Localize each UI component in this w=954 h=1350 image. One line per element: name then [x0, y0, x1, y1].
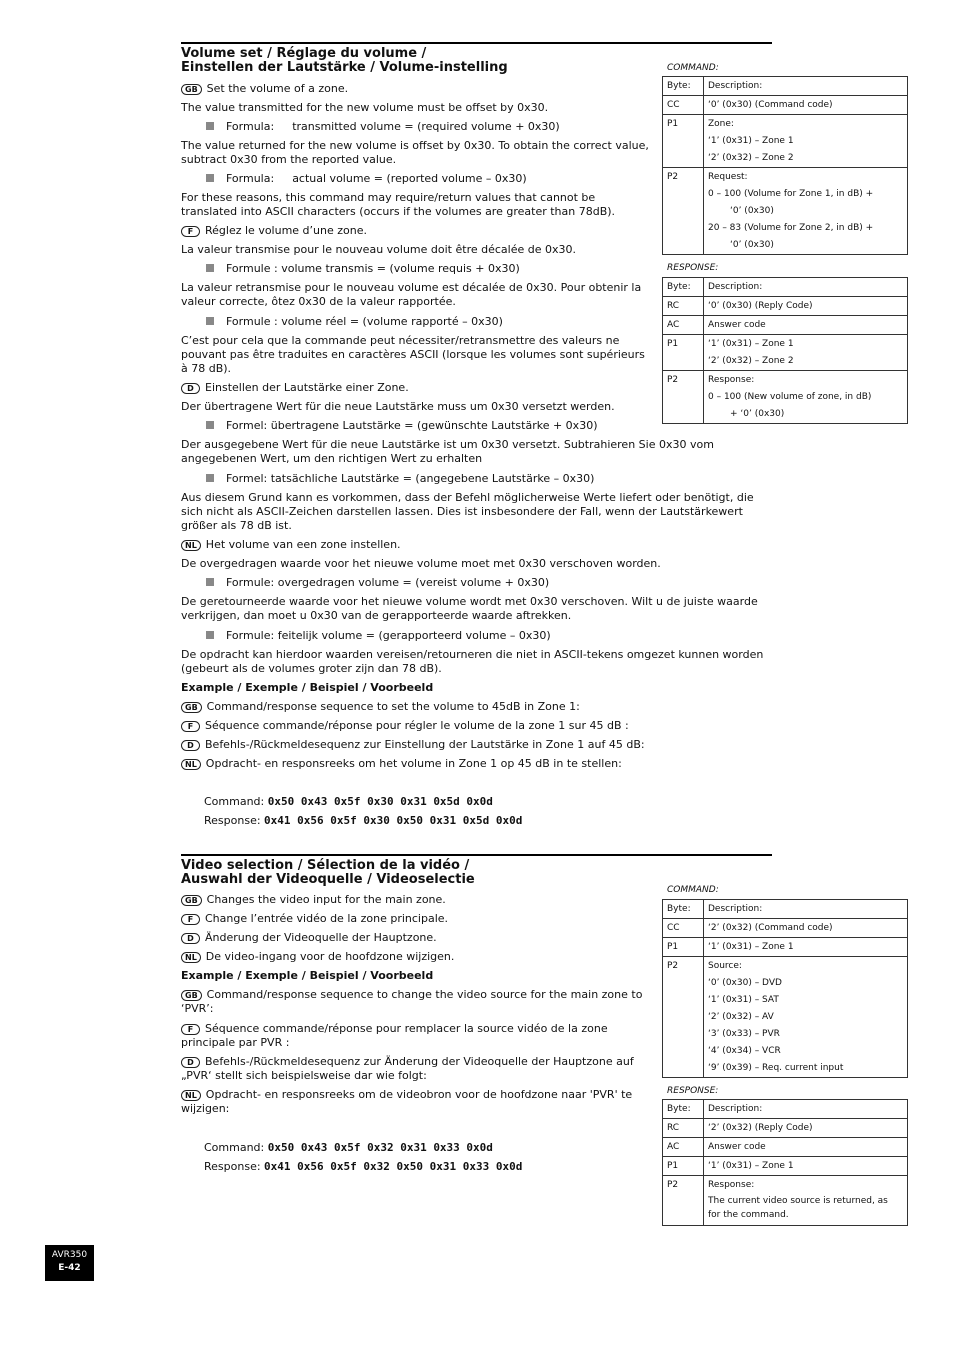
table-row	[663, 1157, 908, 1176]
nl-intro	[181, 538, 773, 552]
nl-flag-icon: NL	[181, 952, 201, 963]
d-flag-icon: D	[181, 740, 200, 751]
d-flag-icon: D	[181, 933, 200, 944]
cell-line: ‘3’ (0x33) – PVR	[708, 1029, 780, 1039]
text: Séquence commande/réponse pour remplacer la source vidéo de la zone principale par PVR :	[181, 1022, 608, 1049]
table-cell: P2	[663, 1176, 704, 1226]
nl-flag-icon: NL	[181, 759, 201, 770]
table-row	[663, 1100, 908, 1119]
response-label: Response:	[204, 1160, 261, 1173]
text: Command/response sequence to change the video source for the main zone to ‘PVR’:	[181, 988, 643, 1015]
f-intro	[181, 224, 651, 238]
text: Opdracht- en responsreeks om het volume in Zone 1 op 45 dB in te stellen:	[205, 757, 622, 770]
formula: Formule: overgedragen volume = (vereist volume + 0x30)	[226, 576, 550, 589]
table-header: Description:	[704, 900, 908, 919]
text: Set the volume of a zone.	[206, 82, 349, 95]
text: Einstellen der Lautstärke einer Zone.	[205, 381, 409, 394]
paragraph: The value transmitted for the new volume must be offset by 0x30.	[181, 101, 549, 114]
formula-label: Formula:	[226, 172, 275, 185]
cell-line: ‘2’ (0x32) – Zone 2	[708, 153, 794, 163]
example-d	[181, 738, 773, 752]
cell-line: ‘0’ (0x30)	[730, 240, 774, 250]
table-cell	[704, 371, 908, 424]
table-cell	[704, 115, 908, 168]
title-line: Einstellen der Lautstärke / Volume-instelling	[181, 60, 508, 75]
table-cell: P2	[663, 371, 704, 424]
response-table-label: RESPONSE:	[667, 263, 719, 273]
paragraph: For these reasons, this command may require/return values that cannot be translated into ASCII characters (occurs if the volumes are greater than 78dB).	[181, 191, 616, 218]
gb-flag-icon: GB	[181, 702, 202, 713]
gb-flag-icon: GB	[181, 990, 202, 1001]
formula: Formule : volume transmis = (volume requis + 0x30)	[226, 262, 520, 275]
command-line	[204, 795, 493, 809]
command-label: Command:	[204, 1141, 265, 1154]
table-cell	[704, 335, 908, 371]
cell-line: ‘9’ (0x39) – Req. current input	[708, 1063, 844, 1073]
example-d	[181, 1055, 651, 1083]
f-intro	[181, 912, 651, 926]
table-cell: AC	[663, 316, 704, 335]
gb-flag-icon: GB	[181, 895, 202, 906]
command-table-label: COMMAND:	[667, 63, 719, 73]
table-header: Byte:	[663, 278, 704, 297]
bullet-icon	[206, 122, 214, 130]
paragraph: La valeur transmise pour le nouveau volume doit être décalée de 0x30.	[181, 243, 576, 256]
table-cell: P1	[663, 1157, 704, 1176]
table-cell: Answer code	[704, 316, 908, 335]
title-line: Volume set / Réglage du volume /	[181, 46, 427, 61]
cell-line: Response:	[708, 1180, 755, 1190]
text: Befehls-/Rückmeldesequenz zur Änderung der Videoquelle der Hauptzone auf „PVR‘ stellt sich beispielsweise dar wie folgt:	[181, 1055, 634, 1082]
command-table-label: COMMAND:	[667, 885, 719, 895]
table-cell: CC	[663, 96, 704, 115]
f-flag-icon: F	[181, 1024, 200, 1035]
title-line: Auswahl der Videoquelle / Videoselectie	[181, 872, 475, 887]
table-header: Description:	[704, 278, 908, 297]
cell-line: ‘1’ (0x31) – Zone 1	[708, 339, 794, 349]
text: Réglez le volume d’une zone.	[205, 224, 367, 237]
response-table	[662, 1099, 908, 1226]
cell-line: + ‘0’ (0x30)	[730, 409, 785, 419]
text: Séquence commande/réponse pour régler le volume de la zone 1 sur 45 dB :	[205, 719, 629, 732]
bullet-icon	[206, 631, 214, 639]
paragraph: Der ausgegebene Wert für die neue Lautstärke ist um 0x30 versetzt. Subtrahieren Sie 0x30 vom angegebenen Wert, um den richtigen Wert zu erhalten	[181, 438, 714, 465]
table-cell: ‘1’ (0x31) – Zone 1	[704, 938, 908, 957]
table-cell: P1	[663, 938, 704, 957]
command-table	[662, 899, 908, 1078]
table-row	[663, 371, 908, 424]
text: Het volume van een zone instellen.	[205, 538, 401, 551]
cell-line: The current video source is returned, as for the command.	[708, 1196, 888, 1220]
cell-line: ‘1’ (0x31) – SAT	[708, 995, 779, 1005]
table-header: Byte:	[663, 900, 704, 919]
table-row	[663, 900, 908, 919]
table-row	[663, 96, 908, 115]
table-cell: ‘2’ (0x32) (Command code)	[704, 919, 908, 938]
example-f	[181, 719, 773, 733]
formula: Formel: übertragene Lautstärke = (gewünschte Lautstärke + 0x30)	[226, 419, 598, 432]
example-f	[181, 1022, 651, 1050]
table-cell: ‘1’ (0x31) – Zone 1	[704, 1157, 908, 1176]
command-table	[662, 76, 908, 255]
bullet-icon	[206, 578, 214, 586]
paragraph: De geretourneerde waarde voor het nieuwe volume wordt met 0x30 verschoven. Wilt u de juiste waarde verkrijgen, dan moet u 0x30 van de gerapporteerde waarde aftrekken.	[181, 595, 758, 622]
cell-line: ‘0’ (0x30)	[730, 206, 774, 216]
table-cell	[704, 957, 908, 1078]
paragraph: The value returned for the new volume is offset by 0x30. To obtain the correct value, subtract 0x30 from the reported value.	[181, 139, 649, 166]
formula-item	[206, 472, 766, 486]
cell-line: 0 – 100 (New volume of zone, in dB)	[708, 392, 872, 402]
cell-line: Source:	[708, 961, 742, 971]
table-row	[663, 316, 908, 335]
formula: Formel: tatsächliche Lautstärke = (angegebene Lautstärke – 0x30)	[226, 472, 595, 485]
table-cell: P2	[663, 168, 704, 255]
table-row	[663, 115, 908, 168]
nl-intro	[181, 950, 651, 964]
table-header: Byte:	[663, 77, 704, 96]
example-gb	[181, 700, 773, 714]
nl-flag-icon: NL	[181, 540, 201, 551]
formula: transmitted volume = (required volume + 0x30)	[292, 120, 560, 133]
formula-item	[206, 576, 766, 590]
bullet-icon	[206, 264, 214, 272]
text: Command/response sequence to set the volume to 45dB in Zone 1:	[206, 700, 580, 713]
command-code: 0x50 0x43 0x5f 0x30 0x31 0x5d 0x0d	[267, 795, 493, 808]
paragraph: Der übertragene Wert für die neue Lautstärke muss um 0x30 versetzt werden.	[181, 400, 615, 413]
page-number: E-42	[58, 1263, 81, 1273]
cell-line: Response:	[708, 375, 755, 385]
formula: actual volume = (reported volume – 0x30)	[292, 172, 527, 185]
table-row	[663, 335, 908, 371]
table-row	[663, 1119, 908, 1138]
example-nl	[181, 757, 773, 771]
paragraph: La valeur retransmise pour le nouveau volume est décalée de 0x30. Pour obtenir la valeur correcte, ôtez 0x30 de la valeur rapportée.	[181, 281, 642, 308]
table-cell: P1	[663, 115, 704, 168]
bullet-icon	[206, 421, 214, 429]
cell-line: ‘4’ (0x34) – VCR	[708, 1046, 781, 1056]
section-divider	[181, 42, 772, 44]
formula: Formule: feitelijk volume = (gerapporteerd volume – 0x30)	[226, 629, 551, 642]
formula-item	[206, 629, 766, 643]
command-label: Command:	[204, 795, 265, 808]
table-row	[663, 1138, 908, 1157]
table-row	[663, 77, 908, 96]
text: Befehls-/Rückmeldesequenz zur Einstellung der Lautstärke in Zone 1 auf 45 dB:	[205, 738, 645, 751]
table-cell: ‘2’ (0x32) (Reply Code)	[704, 1119, 908, 1138]
text: Änderung der Videoquelle der Hauptzone.	[205, 931, 437, 944]
table-row	[663, 168, 908, 255]
table-header: Byte:	[663, 1100, 704, 1119]
paragraph: De overgedragen waarde voor het nieuwe volume moet met 0x30 verschoven worden.	[181, 557, 661, 570]
d-intro	[181, 931, 651, 945]
model-label: AVR350	[51, 1250, 88, 1260]
d-flag-icon: D	[181, 1057, 200, 1068]
response-line	[204, 1160, 522, 1174]
f-flag-icon: F	[181, 226, 200, 237]
bullet-icon	[206, 317, 214, 325]
nl-flag-icon: NL	[181, 1090, 201, 1101]
table-cell	[704, 1176, 908, 1226]
d-flag-icon: D	[181, 383, 200, 394]
table-cell: ‘0’ (0x30) (Command code)	[704, 96, 908, 115]
table-row	[663, 919, 908, 938]
table-row	[663, 957, 908, 1078]
cell-line: ‘0’ (0x30) – DVD	[708, 978, 782, 988]
table-cell: AC	[663, 1138, 704, 1157]
gb-intro	[181, 82, 651, 96]
table-header: Description:	[704, 77, 908, 96]
bullet-icon	[206, 474, 214, 482]
cell-line: 0 – 100 (Volume for Zone 1, in dB) +	[708, 189, 874, 199]
table-row	[663, 278, 908, 297]
paragraph: Aus diesem Grund kann es vorkommen, dass der Befehl möglicherweise Werte liefert oder benötigt, die sich nicht als ASCII-Zeichen darstellen lassen. Dies ist insbesondere der Fall, wenn der Lautstärkewert größer als 78 dB ist.	[181, 491, 754, 532]
title-line: Video selection / Sélection de la vidéo /	[181, 858, 470, 873]
table-cell: RC	[663, 297, 704, 316]
page-badge	[45, 1245, 94, 1281]
response-code: 0x41 0x56 0x5f 0x30 0x50 0x31 0x5d 0x0d	[264, 814, 523, 827]
formula-label: Formula:	[226, 120, 275, 133]
example-heading: Example / Exemple / Beispiel / Voorbeeld	[181, 969, 434, 982]
example-nl	[181, 1088, 651, 1116]
cell-line: Request:	[708, 172, 748, 182]
table-cell: P2	[663, 957, 704, 1078]
f-flag-icon: F	[181, 914, 200, 925]
table-cell: RC	[663, 1119, 704, 1138]
paragraph: C’est pour cela que la commande peut nécessiter/retransmettre des valeurs ne pouvant pas être traduites en caractères ASCII (lorsque les volumes sont supérieurs à 78 dB).	[181, 334, 645, 375]
paragraph: De opdracht kan hierdoor waarden vereisen/retourneren die niet in ASCII-tekens omgezet kunnen worden (gebeurt als de volumes groter zijn dan 78 dB).	[181, 648, 764, 675]
command-line	[204, 1141, 493, 1155]
command-code: 0x50 0x43 0x5f 0x32 0x31 0x33 0x0d	[267, 1141, 493, 1154]
response-table	[662, 277, 908, 424]
text: De video-ingang voor de hoofdzone wijzigen.	[205, 950, 455, 963]
table-row	[663, 1176, 908, 1226]
section-title-video	[181, 859, 651, 887]
cell-line: ‘1’ (0x31) – Zone 1	[708, 136, 794, 146]
gb-flag-icon: GB	[181, 84, 202, 95]
f-flag-icon: F	[181, 721, 200, 732]
table-cell	[704, 168, 908, 255]
formula: Formule : volume réel = (volume rapporté – 0x30)	[226, 315, 503, 328]
table-cell: ‘0’ (0x30) (Reply Code)	[704, 297, 908, 316]
response-line	[204, 814, 522, 828]
section-divider	[181, 854, 772, 856]
example-gb	[181, 988, 651, 1016]
text: Change l’entrée vidéo de la zone principale.	[205, 912, 449, 925]
table-header: Description:	[704, 1100, 908, 1119]
gb-intro	[181, 893, 651, 907]
table-cell: P1	[663, 335, 704, 371]
cell-line: ‘2’ (0x32) – Zone 2	[708, 356, 794, 366]
table-cell: Answer code	[704, 1138, 908, 1157]
text: Changes the video input for the main zone.	[206, 893, 446, 906]
table-cell: CC	[663, 919, 704, 938]
cell-line: 20 – 83 (Volume for Zone 2, in dB) +	[708, 223, 874, 233]
cell-line: ‘2’ (0x32) – AV	[708, 1012, 774, 1022]
bullet-icon	[206, 174, 214, 182]
cell-line: Zone:	[708, 119, 734, 129]
text: Opdracht- en responsreeks om de videobron voor de hoofdzone naar 'PVR' te wijzigen:	[181, 1088, 633, 1115]
response-label: Response:	[204, 814, 261, 827]
example-heading: Example / Exemple / Beispiel / Voorbeeld	[181, 681, 434, 694]
table-row	[663, 938, 908, 957]
section-title-volume	[181, 47, 651, 75]
response-code: 0x41 0x56 0x5f 0x32 0x50 0x31 0x33 0x0d	[264, 1160, 523, 1173]
table-row	[663, 297, 908, 316]
response-table-label: RESPONSE:	[667, 1086, 719, 1096]
